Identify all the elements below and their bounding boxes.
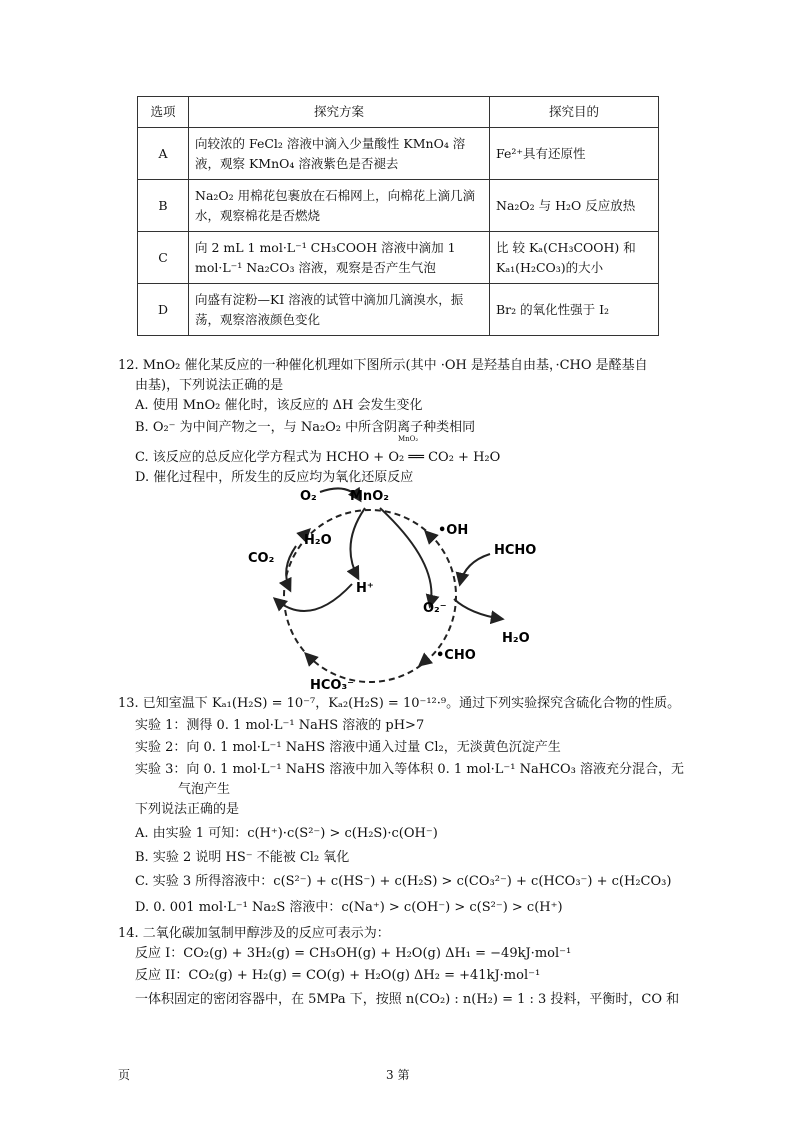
label-h2o-right: H₂O xyxy=(502,631,530,646)
q13-stem: 13. 已知室温下 Kₐ₁(H₂S) = 10⁻⁷，Kₐ₂(H₂S) = 10⁻¹²·⁹。通过下列实验探究含硫化合物的性质。 xyxy=(118,696,681,711)
label-mno2: MnO₂ xyxy=(350,489,389,504)
plan-cell: 向盛有淀粉—KI 溶液的试管中滴加几滴溴水，振荡，观察溶液颜色变化 xyxy=(189,284,490,336)
q14-stem: 14. 二氧化碳加氢制甲醇涉及的反应可表示为： xyxy=(118,926,390,941)
q12-option-d: D. 催化过程中，所发生的反应均为氧化还原反应 xyxy=(135,470,414,485)
experiment-table xyxy=(137,96,659,336)
table-row xyxy=(138,232,659,284)
plan-cell: 向 2 mL 1 mol·L⁻¹ CH₃COOH 溶液中滴加 1 mol·L⁻¹ Na₂CO₃ 溶液，观察是否产生气泡 xyxy=(189,232,490,284)
option-cell: A xyxy=(138,128,189,180)
arrow-hcho xyxy=(460,554,490,584)
plan-cell: Na₂O₂ 用棉花包裹放在石棉网上，向棉花上滴几滴水，观察棉花是否燃烧 xyxy=(189,180,490,232)
table-row xyxy=(138,128,659,180)
q13-ask: 下列说法正确的是 xyxy=(135,802,240,817)
label-hco3: HCO₃⁻ xyxy=(310,678,355,693)
purpose-cell: 比 较 Kₐ(CH₃COOH) 和 Kₐ₁(H₂CO₃)的大小 xyxy=(490,232,659,284)
arrow-to-co2 xyxy=(286,546,296,590)
page-number: 3 第 xyxy=(386,1068,410,1082)
q13-option-b: B. 实验 2 说明 HS⁻ 不能被 Cl₂ 氧化 xyxy=(135,850,350,865)
label-o2: O₂ xyxy=(300,489,317,504)
q13-exp3-cont: 气泡产生 xyxy=(178,782,231,797)
label-cho: •CHO xyxy=(436,648,476,663)
q12-option-c: C. 该反应的总反应化学方程式为 HCHO + O₂ ══ CO₂ + H₂O xyxy=(135,450,501,465)
plan-cell: 向较浓的 FeCl₂ 溶液中滴入少量酸性 KMnO₄ 溶液，观察 KMnO₄ 溶液紫色是否褪去 xyxy=(189,128,490,180)
option-cell: C xyxy=(138,232,189,284)
q14-reaction-2: 反应 II：CO₂(g) + H₂(g) = CO(g) + H₂O(g) ΔH₂ = +41kJ·mol⁻¹ xyxy=(135,968,541,983)
label-hcho: HCHO xyxy=(494,543,537,558)
q13-option-a: A. 由实验 1 可知：c(H⁺)·c(S²⁻) > c(H₂S)·c(OH⁻) xyxy=(135,826,438,841)
catalyst-label: MnO₂ xyxy=(398,435,419,443)
q12-stem: 12. MnO₂ 催化某反应的一种催化机理如下图所示(其中 ·OH 是羟基自由基，·CHO 是醛基自 xyxy=(118,358,648,373)
purpose-cell: Na₂O₂ 与 H₂O 反应放热 xyxy=(490,180,659,232)
q13-option-c: C. 实验 3 所得溶液中：c(S²⁻) + c(HS⁻) + c(H₂S) > c(CO₃²⁻) + c(HCO₃⁻) + c(H₂CO₃) xyxy=(135,874,672,889)
table-header-row xyxy=(138,97,659,128)
q14-reaction-1: 反应 I：CO₂(g) + 3H₂(g) = CH₃OH(g) + H₂O(g) ΔH₁ = −49kJ·mol⁻¹ xyxy=(135,946,572,961)
q12-option-a: A. 使用 MnO₂ 催化时，该反应的 ΔH 会发生变化 xyxy=(135,398,423,413)
table-row xyxy=(138,284,659,336)
option-cell: D xyxy=(138,284,189,336)
arrow-to-h xyxy=(350,508,365,578)
q13-exp3: 实验 3：向 0. 1 mol·L⁻¹ NaHS 溶液中加入等体积 0. 1 mol·L⁻¹ NaHCO₃ 溶液充分混合，无 xyxy=(135,762,685,777)
table-row xyxy=(138,180,659,232)
arrow-h-to-left xyxy=(275,584,352,611)
catalytic-cycle-diagram xyxy=(240,484,540,694)
label-o2-minus: O₂⁻ xyxy=(423,601,447,616)
q12-stem-cont: 由基)，下列说法正确的是 xyxy=(135,378,284,393)
label-h2o-top: H₂O xyxy=(304,533,332,548)
q12-option-b: B. O₂⁻ 为中间产物之一，与 Na₂O₂ 中所含阴离子种类相同 xyxy=(135,420,476,435)
table-header: 探究方案 xyxy=(189,97,490,128)
table-header: 探究目的 xyxy=(490,97,659,128)
q13-exp1: 实验 1：测得 0. 1 mol·L⁻¹ NaHS 溶液的 pH>7 xyxy=(135,718,425,733)
purpose-cell: Fe²⁺具有还原性 xyxy=(490,128,659,180)
q13-option-d: D. 0. 001 mol·L⁻¹ Na₂S 溶液中：c(Na⁺) > c(OH⁻) > c(S²⁻) > c(H⁺) xyxy=(135,900,563,915)
purpose-cell: Br₂ 的氧化性强于 I₂ xyxy=(490,284,659,336)
label-h-plus: H⁺ xyxy=(356,581,374,596)
footer-left: 页 xyxy=(118,1068,131,1082)
table-header: 选项 xyxy=(138,97,189,128)
arrow-to-h2o xyxy=(454,599,502,619)
option-cell: B xyxy=(138,180,189,232)
q14-text: 一体积固定的密闭容器中，在 5MPa 下，按照 n(CO₂) : n(H₂) = 1 : 3 投料，平衡时，CO 和 xyxy=(135,992,680,1007)
arrow-to-o2minus xyxy=(380,508,431,606)
label-co2: CO₂ xyxy=(248,551,275,566)
label-oh: •OH xyxy=(438,523,469,538)
q13-exp2: 实验 2：向 0. 1 mol·L⁻¹ NaHS 溶液中通入过量 Cl₂，无淡黄色沉淀产生 xyxy=(135,740,561,755)
